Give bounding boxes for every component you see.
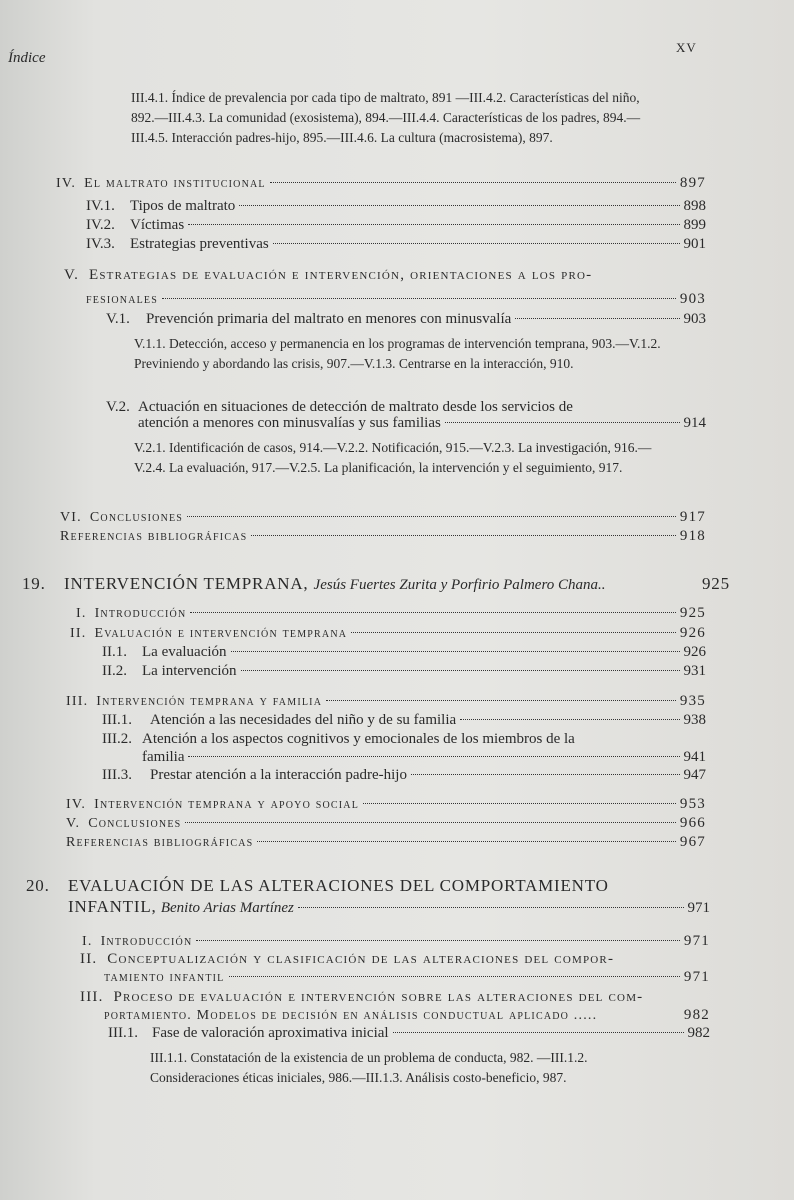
entry-title: portamiento. Modelos de decisión en análisis conductual aplicado ..... xyxy=(104,1008,598,1023)
dot-leader xyxy=(188,224,679,225)
toc-entry[interactable] xyxy=(138,414,706,432)
running-header: Índice xyxy=(8,50,46,66)
entry-title: Referencias bibliográficas xyxy=(66,835,254,850)
entry-page: 982 xyxy=(687,1025,710,1041)
dot-leader xyxy=(231,651,680,652)
chapter-page: 925 xyxy=(702,574,730,593)
toc-entry[interactable] xyxy=(86,290,706,309)
page-number-roman: XV xyxy=(676,40,697,55)
dot-leader xyxy=(190,612,675,613)
toc-entry[interactable] xyxy=(56,174,706,193)
entry-title: Intervención temprana y apoyo social xyxy=(94,797,360,812)
entry-page: 901 xyxy=(683,236,706,252)
toc-entry[interactable] xyxy=(102,662,706,680)
entry-title: Conclusiones xyxy=(89,510,184,525)
entry-page: 938 xyxy=(683,712,706,728)
chapter-heading[interactable] xyxy=(22,574,730,594)
dot-leader xyxy=(351,632,676,633)
entry-page: 947 xyxy=(683,767,706,783)
toc-entry[interactable] xyxy=(66,833,706,852)
dot-leader xyxy=(270,182,676,183)
entry-page: 982 xyxy=(683,1007,710,1023)
dot-leader xyxy=(411,774,680,775)
entry-number: II.1. xyxy=(102,644,127,660)
toc-entry[interactable] xyxy=(60,527,706,546)
entry-title: Introducción xyxy=(94,606,187,621)
entry-title: Estrategias preventivas xyxy=(130,236,269,252)
entry-page: 903 xyxy=(683,311,706,327)
entry-page: 931 xyxy=(683,663,706,679)
toc-entry[interactable] xyxy=(66,692,706,711)
dot-leader xyxy=(326,700,676,701)
entry-number: III. xyxy=(66,694,89,709)
entry-number: V. xyxy=(66,816,81,831)
subsection-list: V.2.1. Identificación de casos, 914.—V.2.2. Notificación, 915.—V.2.3. La investigación, 916.—V.2.4. La evaluación, 917.—V.2.5. La planificación, la intervención y el seguimiento, 917. xyxy=(134,440,652,475)
toc-entry[interactable] xyxy=(60,508,706,527)
toc-entry[interactable] xyxy=(104,968,710,987)
toc-entry[interactable] xyxy=(66,814,706,833)
entry-page: 935 xyxy=(679,693,706,709)
entry-title: El maltrato institucional xyxy=(84,176,266,191)
dot-leader xyxy=(363,803,676,804)
toc-entry[interactable] xyxy=(86,235,706,253)
toc-entry[interactable] xyxy=(102,711,706,729)
entry-title: Intervención temprana y familia xyxy=(96,694,323,709)
dot-leader xyxy=(460,719,679,720)
toc-entry-title-line xyxy=(102,730,692,748)
entry-number: IV. xyxy=(56,176,77,191)
chapter-heading[interactable] xyxy=(26,876,726,896)
entry-title: Prevención primaria del maltrato en menores con minusvalía xyxy=(146,311,512,327)
dot-leader xyxy=(241,670,680,671)
entry-page: 971 xyxy=(683,933,710,949)
entry-page: 897 xyxy=(679,175,706,191)
entry-title: Estrategias de evaluación e intervención, orientaciones a los pro- xyxy=(88,267,593,283)
entry-page: 898 xyxy=(683,198,706,214)
dot-leader xyxy=(257,841,676,842)
entry-title: familia xyxy=(142,749,185,765)
toc-entry[interactable] xyxy=(106,310,706,328)
toc-entry[interactable] xyxy=(108,1024,710,1042)
entry-title: Evaluación e intervención temprana xyxy=(94,626,348,641)
dot-leader xyxy=(229,976,680,977)
entry-title: La evaluación xyxy=(142,644,227,660)
chapter-title: INFANTIL, xyxy=(68,897,157,916)
dot-leader xyxy=(393,1032,684,1033)
chapter-title: INTERVENCIÓN TEMPRANA, xyxy=(64,574,309,593)
toc-entry[interactable] xyxy=(104,1006,710,1025)
toc-entry[interactable] xyxy=(66,795,706,814)
entry-page: 926 xyxy=(683,644,706,660)
entry-title: La intervención xyxy=(142,663,237,679)
dot-leader xyxy=(188,756,679,757)
toc-entry-title-line xyxy=(80,950,680,968)
entry-number: III.1. xyxy=(102,712,132,728)
toc-entry[interactable] xyxy=(102,643,706,661)
entry-number: V.1. xyxy=(106,311,130,327)
entry-title: Prestar atención a la interacción padre-hijo xyxy=(150,767,407,783)
entry-title: Conclusiones xyxy=(88,816,182,831)
toc-entry-title-line xyxy=(80,988,680,1006)
entry-number: III. xyxy=(80,989,104,1005)
entry-number: II. xyxy=(70,626,87,641)
toc-entry[interactable] xyxy=(76,604,706,623)
toc-entry[interactable] xyxy=(82,932,710,951)
dot-leader xyxy=(239,205,679,206)
entry-title: Proceso de evaluación e intervención sobre las alteraciones del com- xyxy=(113,989,644,1005)
entry-title: Tipos de maltrato xyxy=(130,198,236,214)
entry-number: III.1. xyxy=(108,1025,138,1041)
entry-page: 967 xyxy=(679,834,706,850)
entry-page: 926 xyxy=(679,625,706,641)
dot-leader xyxy=(515,318,679,319)
dot-leader xyxy=(162,298,676,299)
entry-title: Actuación en situaciones de detección de maltrato desde los servicios de xyxy=(138,399,573,415)
dot-leader xyxy=(251,535,676,536)
dot-leader xyxy=(185,822,675,823)
toc-entry[interactable] xyxy=(86,216,706,234)
dot-leader xyxy=(298,907,684,908)
entry-title: Fase de valoración aproximativa inicial xyxy=(152,1025,389,1041)
entry-title: Referencias bibliográficas xyxy=(60,529,248,544)
entry-title: Conceptualización y clasificación de las alteraciones del compor- xyxy=(107,951,615,967)
dot-leader xyxy=(445,422,680,423)
entry-number: I. xyxy=(76,606,87,621)
toc-entry[interactable] xyxy=(70,624,706,643)
chapter-author: Benito Arias Martínez xyxy=(160,900,294,916)
entry-title: fesionales xyxy=(86,292,159,307)
entry-page: 925 xyxy=(679,605,706,621)
dot-leader xyxy=(273,243,680,244)
entry-number: V. xyxy=(64,267,80,283)
entry-number: VI. xyxy=(60,510,82,525)
toc-entry[interactable] xyxy=(102,766,706,784)
subsection-list: V.1.1. Detección, acceso y permanencia en los programas de intervención temprana, 903.—V.1.2. Previniendo y abordando las crisis, 907.—V.1.3. Centrarse en la interacción, 910. xyxy=(134,336,661,371)
entry-number: IV. xyxy=(66,797,87,812)
toc-entry-title-line xyxy=(64,266,684,284)
entry-number: I. xyxy=(82,934,93,949)
entry-page: 918 xyxy=(679,528,706,544)
entry-number: III.3. xyxy=(102,767,132,783)
entry-number: IV.2. xyxy=(86,217,115,233)
chapter-author: Jesús Fuertes Zurita y Porfirio Palmero Chana.. xyxy=(313,577,606,593)
toc-entry[interactable] xyxy=(142,748,706,766)
entry-number: IV.1. xyxy=(86,198,115,214)
toc-entry[interactable] xyxy=(86,197,706,215)
entry-title: Atención a los aspectos cognitivos y emocionales de los miembros de la xyxy=(142,731,575,747)
entry-page: 914 xyxy=(683,415,706,431)
entry-number: II.2. xyxy=(102,663,127,679)
entry-title: Atención a las necesidades del niño y de su familia xyxy=(150,712,457,728)
subsection-list: III.4.1. Índice de prevalencia por cada tipo de maltrato, 891 —III.4.2. Características del niño, 892.—III.4.3. La comunidad (exosistema), 894.—III.4.4. Características de los padres, 894.—III.4.5. Interacción padres-hijo, 895.—III.4.6. La cultura (macrosistema), 897. xyxy=(131,90,641,145)
chapter-number: 20. xyxy=(26,876,50,895)
subsection-list: III.1.1. Constatación de la existencia de un problema de conducta, 982. —III.1.2. Consideraciones éticas iniciales, 986.—III.1.3. Análisis costo-beneficio, 987. xyxy=(150,1050,588,1085)
chapter-page: 971 xyxy=(687,900,710,916)
entry-title: Víctimas xyxy=(130,217,185,233)
entry-page: 903 xyxy=(679,291,706,307)
dot-leader xyxy=(187,516,676,517)
entry-page: 917 xyxy=(679,509,706,525)
entry-page: 953 xyxy=(679,796,706,812)
entry-page: 966 xyxy=(679,815,706,831)
toc-entry[interactable] xyxy=(68,898,710,917)
entry-title: atención a menores con minusvalías y sus familias xyxy=(138,415,441,431)
entry-page: 899 xyxy=(683,217,706,233)
entry-number: IV.3. xyxy=(86,236,115,252)
chapter-number: 19. xyxy=(22,574,46,593)
entry-title: Introducción xyxy=(100,934,193,949)
entry-title: tamiento infantil xyxy=(104,970,225,985)
dot-leader xyxy=(196,940,679,941)
entry-page: 941 xyxy=(683,749,706,765)
entry-number: V.2. xyxy=(106,399,130,415)
entry-number: III.2. xyxy=(102,731,132,747)
chapter-title: EVALUACIÓN DE LAS ALTERACIONES DEL COMPORTAMIENTO xyxy=(68,876,609,895)
entry-number: II. xyxy=(80,951,98,967)
entry-page: 971 xyxy=(683,969,710,985)
